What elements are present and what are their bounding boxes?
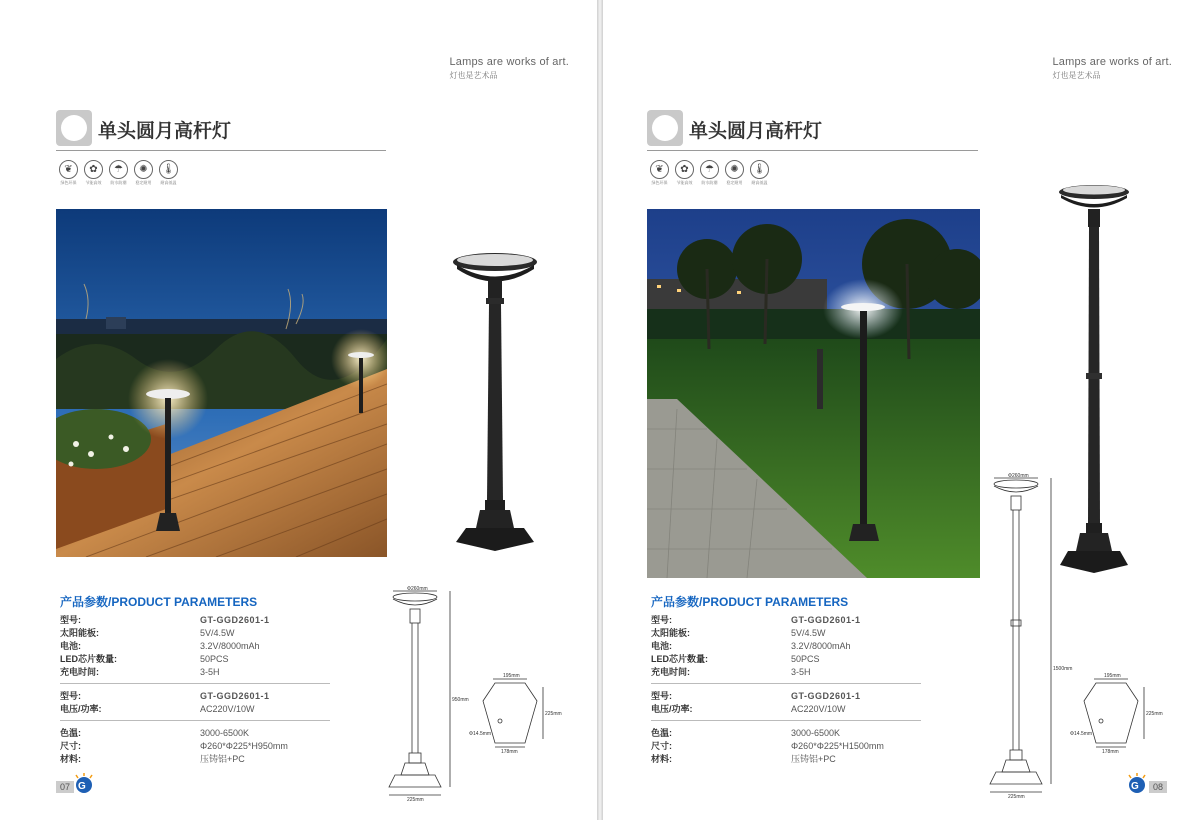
feature-icons: [649, 160, 770, 186]
param-row: 充电时间: 3-5H: [60, 667, 220, 677]
param-row: 太阳能板: 5V/4.5W: [651, 628, 826, 638]
thermometer-icon: 🌡 耐高低温: [158, 160, 179, 186]
feature-icons: [58, 160, 179, 186]
section-title: [647, 108, 978, 151]
fan-icon: ✿ 节能高效: [674, 160, 695, 186]
page-title: 单头圆月高杆灯: [689, 121, 823, 142]
product-lamp-image: [452, 250, 542, 560]
param-row: 太阳能板: 5V/4.5W: [60, 628, 235, 638]
svg-text:225mm: 225mm: [1008, 794, 1025, 800]
divider: [651, 720, 921, 721]
param-row: 色温: 3000-6500K: [651, 728, 841, 738]
param-row: 色温: 3000-6500K: [60, 728, 250, 738]
svg-text:Φ14.5mm: Φ14.5mm: [469, 731, 492, 737]
tagline: [449, 56, 569, 81]
brand-logo-icon: [72, 773, 96, 800]
params-title: 产品参数/PRODUCT PARAMETERS: [60, 595, 258, 609]
fan-icon: ✿ 节能高效: [83, 160, 104, 186]
param-row: 材料: 压铸铝+PC: [651, 754, 836, 764]
thermometer-icon: 🌡 耐高低温: [749, 160, 770, 186]
svg-text:G: G: [78, 781, 86, 792]
svg-text:195mm: 195mm: [503, 673, 520, 679]
technical-drawing: [986, 470, 1186, 805]
svg-text:1500mm: 1500mm: [1053, 666, 1073, 672]
param-row: 电池: 3.2V/8000mAh: [60, 641, 260, 651]
scene-photo-park: [647, 209, 980, 578]
divider: [60, 720, 330, 721]
param-row: 型号: GT-GGD2601-1: [651, 615, 861, 625]
param-row: LED芯片数量: 50PCS: [60, 654, 229, 664]
param-row: 型号: GT-GGD2601-1: [60, 691, 270, 701]
svg-text:Φ260mm: Φ260mm: [1008, 473, 1029, 479]
param-row: 电池: 3.2V/8000mAh: [651, 641, 851, 651]
left-page: [0, 0, 597, 820]
svg-text:225mm: 225mm: [545, 711, 562, 717]
param-row: 充电时间: 3-5H: [651, 667, 811, 677]
svg-text:178mm: 178mm: [1102, 749, 1119, 755]
page-number: 08: [1149, 781, 1167, 793]
page-title: 单头圆月高杆灯: [98, 121, 232, 142]
title-badge-icon: [647, 110, 683, 146]
sun-icon: ☂ 防水防潮: [108, 160, 129, 186]
param-row: 型号: GT-GGD2601-1: [651, 691, 861, 701]
tagline-en: Lamps are works of art.: [1052, 56, 1172, 68]
param-row: 电压/功率: AC220V/10W: [651, 704, 846, 714]
svg-text:950mm: 950mm: [452, 697, 469, 703]
section-title: [56, 108, 386, 151]
leaf-icon: ❦ 绿色环保: [58, 160, 79, 186]
divider: [651, 683, 921, 684]
param-row: 尺寸: Φ260*Φ225*H1500mm: [651, 741, 884, 751]
title-badge-icon: [56, 110, 92, 146]
svg-text:195mm: 195mm: [1104, 673, 1121, 679]
sun-icon: ☂ 防水防潮: [699, 160, 720, 186]
param-row: 电压/功率: AC220V/10W: [60, 704, 255, 714]
param-row: 型号: GT-GGD2601-1: [60, 615, 270, 625]
tagline-en: Lamps are works of art.: [449, 56, 569, 68]
svg-text:178mm: 178mm: [501, 749, 518, 755]
tagline: [1052, 56, 1172, 81]
svg-text:Φ14.5mm: Φ14.5mm: [1070, 731, 1093, 737]
page-number: 07: [56, 781, 74, 793]
params-title: 产品参数/PRODUCT PARAMETERS: [651, 595, 849, 609]
param-row: LED芯片数量: 50PCS: [651, 654, 820, 664]
brand-logo-icon: [1125, 773, 1149, 800]
technical-drawing: [385, 583, 585, 808]
param-row: 材料: 压铸铝+PC: [60, 754, 245, 764]
leaf-icon: ❦ 绿色环保: [649, 160, 670, 186]
param-row: 尺寸: Φ260*Φ225*H950mm: [60, 741, 288, 751]
gear-icon: ✺ 稳定耐用: [724, 160, 745, 186]
tagline-cn: 灯也是艺术品: [449, 71, 498, 80]
params-table: [60, 614, 330, 766]
right-page: [603, 0, 1200, 820]
params-table: [651, 614, 921, 766]
svg-text:Φ260mm: Φ260mm: [407, 586, 428, 592]
scene-photo-deck: [56, 209, 387, 557]
divider: [60, 683, 330, 684]
svg-text:225mm: 225mm: [407, 797, 424, 803]
gear-icon: ✺ 稳定耐用: [133, 160, 154, 186]
tagline-cn: 灯也是艺术品: [1052, 71, 1101, 80]
svg-text:225mm: 225mm: [1146, 711, 1163, 717]
svg-text:G: G: [1131, 781, 1139, 792]
